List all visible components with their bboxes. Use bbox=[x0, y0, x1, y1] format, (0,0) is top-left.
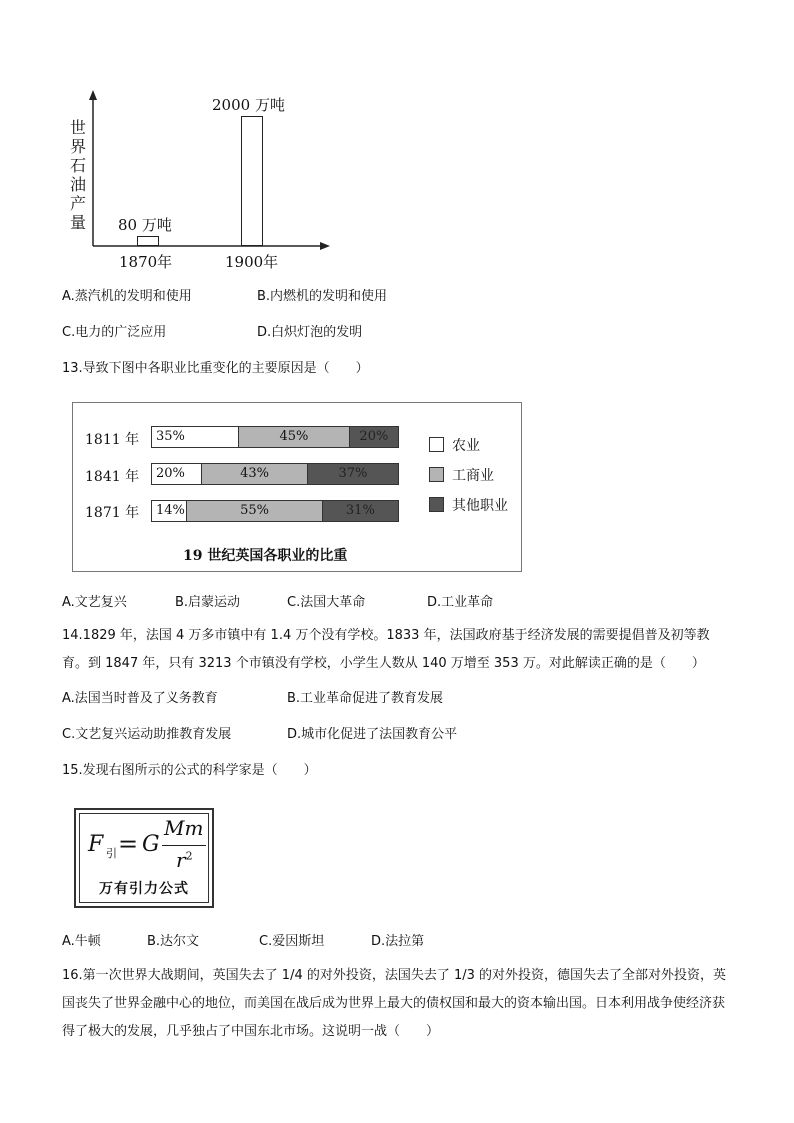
q14-option-a: A.法国当时普及了义务教育 bbox=[62, 691, 218, 706]
q12-option-b: B.内燃机的发明和使用 bbox=[257, 289, 388, 304]
segment-agriculture-1811: 35% bbox=[152, 427, 238, 447]
bar-1870 bbox=[137, 236, 159, 246]
row-year-1871: 1871 年 bbox=[85, 505, 140, 521]
chart-caption: 19 世纪英国各职业的比重 bbox=[183, 548, 348, 564]
q14-option-b: B.工业革命促进了教育发展 bbox=[287, 691, 444, 706]
formula-constant-g: G bbox=[142, 832, 160, 857]
legend-swatch-agriculture bbox=[429, 437, 444, 452]
row-year-1841: 1841 年 bbox=[85, 469, 140, 485]
legend-agriculture bbox=[429, 435, 480, 455]
legend-swatch-industry bbox=[429, 467, 444, 482]
formula-numerator: Mm bbox=[164, 816, 204, 840]
x-tick-1870: 1870年 bbox=[119, 253, 173, 271]
legend-industry-commerce bbox=[429, 465, 494, 485]
segment-agriculture-1841: 20% bbox=[152, 464, 201, 484]
bar-1900 bbox=[241, 116, 263, 246]
oil-production-chart bbox=[62, 88, 342, 273]
formula-caption: 万有引力公式 bbox=[99, 881, 189, 897]
formula-denominator bbox=[176, 848, 193, 872]
q15-option-b: B.达尔文 bbox=[147, 934, 200, 949]
segment-industry-1811: 45% bbox=[238, 427, 349, 447]
formula-force-subscript: 引 bbox=[106, 847, 117, 860]
segment-other-1811: 20% bbox=[349, 427, 398, 447]
segment-industry-1841: 43% bbox=[201, 464, 307, 484]
fraction-bar bbox=[162, 845, 206, 846]
q13-option-d: D.工业革命 bbox=[427, 595, 494, 610]
stacked-bar-1841 bbox=[151, 463, 399, 485]
x-tick-1900: 1900年 bbox=[225, 253, 279, 271]
formula-force-symbol: F bbox=[88, 832, 104, 857]
q13-option-b: B.启蒙运动 bbox=[175, 595, 241, 610]
q15-option-a: A.牛顿 bbox=[62, 934, 101, 949]
formula-exponent: 2 bbox=[185, 849, 193, 863]
q15-option-d: D.法拉第 bbox=[371, 934, 425, 949]
q15-stem: 15.发现右图所示的公式的科学家是（ ） bbox=[62, 763, 317, 778]
q12-option-d: D.白炽灯泡的发明 bbox=[257, 325, 363, 340]
q14-stem: 14.1829 年，法国 4 万多市镇中有 1.4 万个没有学校。1833 年，法国政府基于经济发展的需要提倡普及初等教育。到 1847 年，只有 3213 个市镇没有学校，小学生人数从 140 万增至 353 万。对此解读正确的是（ ） bbox=[62, 628, 710, 671]
segment-other-1871: 31% bbox=[322, 501, 398, 521]
legend-label-other: 其他职业 bbox=[452, 498, 508, 514]
gravitation-formula-box bbox=[74, 808, 214, 908]
legend-swatch-other bbox=[429, 497, 444, 512]
q12-option-c: C.电力的广泛应用 bbox=[62, 325, 167, 340]
q12-option-a: A.蒸汽机的发明和使用 bbox=[62, 289, 192, 304]
segment-industry-1871: 55% bbox=[186, 501, 321, 521]
formula-equals: = bbox=[118, 830, 139, 858]
stacked-bar-1811 bbox=[151, 426, 399, 448]
chart-axes bbox=[62, 88, 342, 273]
q14-option-d: D.城市化促进了法国教育公平 bbox=[287, 727, 458, 742]
legend-other bbox=[429, 495, 508, 515]
bar-1870-value-label: 80 万吨 bbox=[118, 216, 172, 234]
y-axis-label: 世界石油产量 bbox=[70, 118, 87, 232]
row-year-1811: 1811 年 bbox=[85, 432, 140, 448]
bar-1900-value-label: 2000 万吨 bbox=[212, 96, 285, 114]
q13-option-c: C.法国大革命 bbox=[287, 595, 366, 610]
q13-stem: 13.导致下图中各职业比重变化的主要原因是（ ） bbox=[62, 361, 369, 376]
legend-label-industry: 工商业 bbox=[452, 468, 494, 484]
segment-agriculture-1871: 14% bbox=[152, 501, 186, 521]
legend-label-agriculture: 农业 bbox=[452, 438, 480, 454]
formula-denominator-r: r bbox=[176, 848, 186, 872]
q16-stem: 16.第一次世界大战期间，英国失去了 1/4 的对外投资，法国失去了 1/3 的对外投资，德国失去了全部对外投资，英国丧失了世界金融中心的地位，而美国在战后成为世界上最大的债权国和最大的资本输出国。日本利用战争使经济获得了极大的发展，几乎独占了中国东北市场。这说明一战（ ） bbox=[62, 968, 727, 1039]
q13-option-a: A.文艺复兴 bbox=[62, 595, 127, 610]
segment-other-1841: 37% bbox=[307, 464, 398, 484]
q15-option-c: C.爱因斯坦 bbox=[259, 934, 325, 949]
q14-option-c: C.文艺复兴运动助推教育发展 bbox=[62, 727, 232, 742]
stacked-bar-1871 bbox=[151, 500, 399, 522]
occupation-share-chart bbox=[72, 402, 522, 572]
